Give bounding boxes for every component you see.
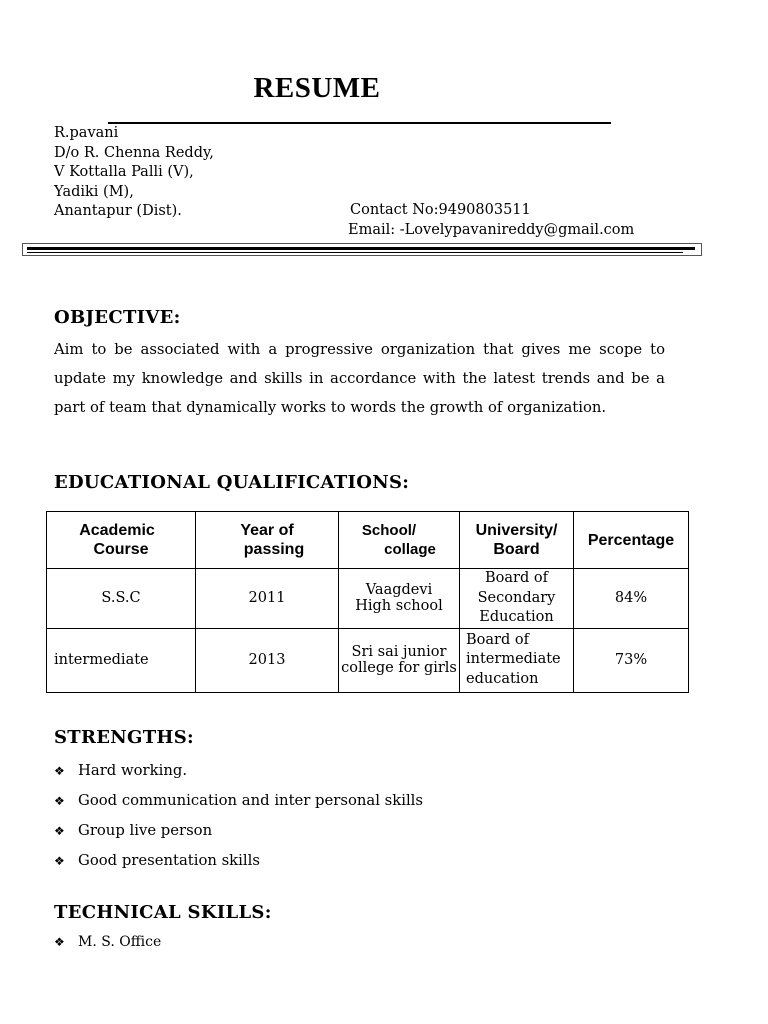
cell-percentage: 84% bbox=[574, 569, 689, 629]
list-item: ❖ Good presentation skills bbox=[54, 852, 260, 869]
technical-skills-heading: TECHNICAL SKILLS: bbox=[54, 902, 272, 923]
title-underline bbox=[108, 122, 611, 124]
list-item: ❖ Hard working. bbox=[54, 762, 188, 779]
header-school: School/ collage bbox=[339, 512, 460, 569]
address-line-district: Anantapur (Dist). bbox=[54, 203, 182, 219]
cell-board: Board of intermediate education bbox=[460, 628, 574, 692]
header-university-board: University/ Board bbox=[460, 512, 574, 569]
header-divider bbox=[22, 243, 702, 256]
objective-line: Aim to be associated with a progressive organization that gives me scope to bbox=[54, 341, 665, 358]
cell-course: intermediate bbox=[47, 628, 196, 692]
cell-school: Sri sai junior college for girls bbox=[339, 628, 460, 692]
objective-text bbox=[54, 335, 665, 422]
diamond-bullet-icon: ❖ bbox=[54, 764, 65, 778]
table-row bbox=[47, 628, 689, 692]
cell-year: 2011 bbox=[196, 569, 339, 629]
list-item: ❖ M. S. Office bbox=[54, 934, 162, 950]
header-academic-course: Academic Course bbox=[47, 512, 196, 569]
education-table bbox=[46, 511, 689, 693]
list-item: ❖ Good communication and inter personal skills bbox=[54, 792, 424, 809]
contact-number: Contact No:9490803511 bbox=[350, 202, 531, 218]
education-heading: EDUCATIONAL QUALIFICATIONS: bbox=[54, 472, 410, 493]
cell-percentage: 73% bbox=[574, 628, 689, 692]
objective-heading: OBJECTIVE: bbox=[54, 307, 181, 328]
objective-line: update my knowledge and skills in accordance with the latest trends and be a bbox=[54, 370, 665, 387]
list-item: ❖ Group live person bbox=[54, 822, 213, 839]
objective-line: part of team that dynamically works to words the growth of organization. bbox=[54, 399, 607, 416]
cell-year: 2013 bbox=[196, 628, 339, 692]
table-row bbox=[47, 569, 689, 629]
diamond-bullet-icon: ❖ bbox=[54, 935, 65, 949]
address-line-parent: D/o R. Chenna Reddy, bbox=[54, 145, 214, 161]
address-line-mandal: Yadiki (M), bbox=[54, 184, 134, 200]
diamond-bullet-icon: ❖ bbox=[54, 794, 65, 808]
strengths-heading: STRENGTHS: bbox=[54, 727, 194, 748]
diamond-bullet-icon: ❖ bbox=[54, 854, 65, 868]
diamond-bullet-icon: ❖ bbox=[54, 824, 65, 838]
resume-title: RESUME bbox=[253, 72, 381, 104]
email-address: Email: -Lovelypavanireddy@gmail.com bbox=[348, 222, 635, 238]
table-header-row bbox=[47, 512, 689, 569]
header-year-of-passing: Year of passing bbox=[196, 512, 339, 569]
cell-school: Vaagdevi High school bbox=[339, 569, 460, 629]
address-line-village: V Kottalla Palli (V), bbox=[54, 164, 194, 180]
address-line-name: R.pavani bbox=[54, 125, 119, 141]
cell-board: Board of Secondary Education bbox=[460, 569, 574, 629]
cell-course: S.S.C bbox=[47, 569, 196, 629]
header-percentage: Percentage bbox=[574, 512, 689, 569]
